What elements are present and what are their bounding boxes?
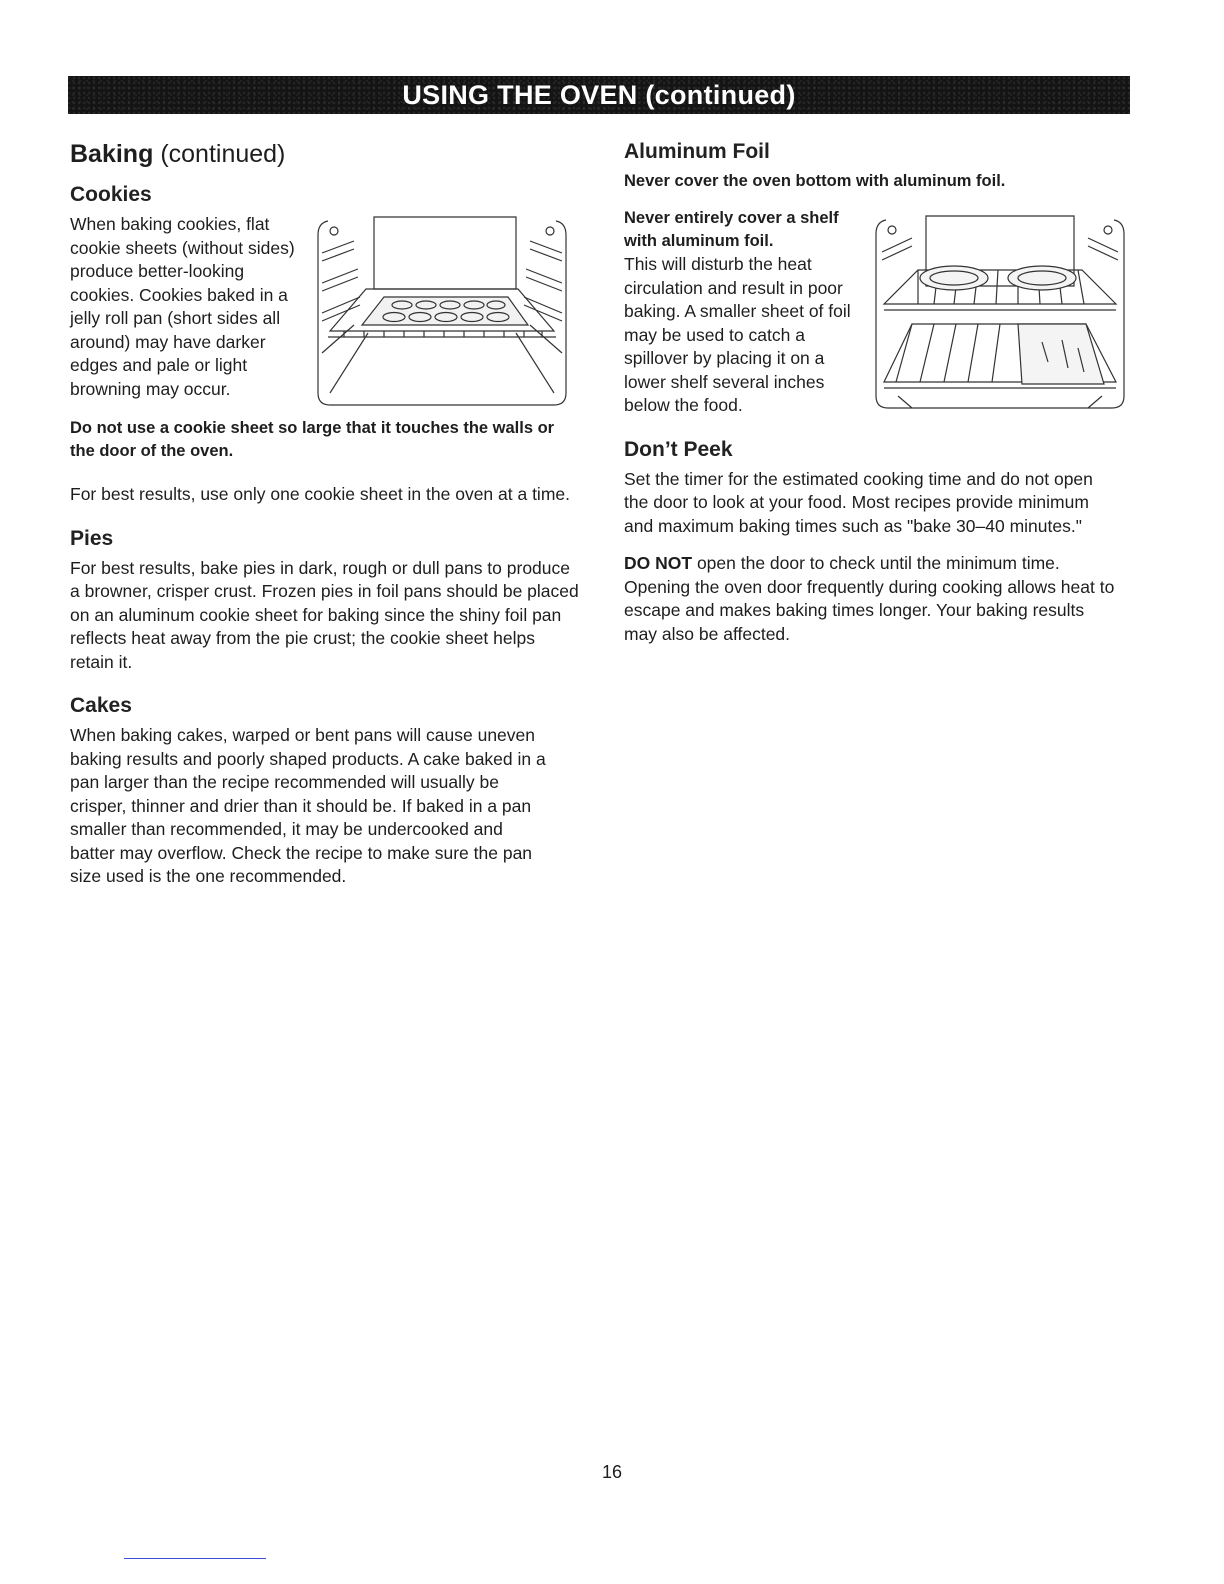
dont-peek-heading: Don’t Peek <box>624 437 733 461</box>
cakes-body: When baking cakes, warped or bent pans will cause uneven baking results and poorly shaped products. A cake baked in a pan larger than the recipe recommended will usually be crisper, thinner and drier than it should be. If baked in a pan smaller than recommended, it may be undercooked and batter may overflow. Check the recipe to make sure the pan size used is the one recommended. <box>70 725 546 886</box>
right-column <box>624 140 1124 646</box>
page-number: 16 <box>601 1462 623 1482</box>
dont-peek-body-2-text: open the door to check until the minimum time. Opening the oven door frequently during cooking allows heat to escape and makes baking times longer. Your baking results may also be affected. <box>624 553 1115 644</box>
cookies-heading: Cookies <box>70 183 152 206</box>
aluminum-foil-shelf-warning: Never entirely cover a shelf with aluminum foil. <box>624 209 839 250</box>
pies-heading: Pies <box>70 526 114 550</box>
dont-peek-body: Set the timer for the estimated cooking time and do not open the door to look at your food. Most recipes provide minimum and maximum baking times such as "bake 30–40 minutes." <box>624 468 1093 536</box>
baking-heading-suffix: (continued) <box>160 140 286 168</box>
cookies-body: When baking cookies, flat cookie sheets (without sides) produce better-looking cookies. Cookies baked in a jelly roll pan (short sides all around) may have darker edges and pale or light browning may occur. <box>70 214 295 399</box>
footer-rule <box>124 1558 266 1559</box>
do-not-label: DO NOT <box>624 553 693 573</box>
section-banner <box>68 76 1130 114</box>
banner-title: USING THE OVEN (continued) <box>402 79 796 110</box>
dont-peek-section <box>624 438 1124 647</box>
oven-foil-shelf-illustration <box>872 212 1128 412</box>
cookies-section <box>70 183 580 507</box>
aluminum-foil-body: This will disturb the heat circulation and result in poor baking. A smaller sheet of foil may be used to catch a spillover by placing it on a lower shelf several inches below the food. <box>624 254 851 415</box>
left-column <box>70 140 580 889</box>
cookies-tip: For best results, use only one cookie sheet in the oven at a time. <box>70 484 570 504</box>
baking-heading <box>70 140 580 169</box>
cookies-warning: Do not use a cookie sheet so large that it touches the walls or the door of the oven. <box>70 419 555 460</box>
dont-peek-body-2 <box>624 552 1120 646</box>
aluminum-foil-warning: Never cover the oven bottom with aluminum foil. <box>624 172 1006 190</box>
cakes-heading: Cakes <box>70 694 132 717</box>
oven-cookie-sheet-illustration <box>314 213 570 409</box>
baking-heading-text: Baking <box>70 140 154 168</box>
aluminum-foil-section <box>624 140 1124 418</box>
pies-body: For best results, bake pies in dark, rough or dull pans to produce a browner, crisper crust. Frozen pies in foil pans should be placed on an aluminum cookie sheet for baking since the shiny foil pan reflects heat away from the pie crust; the cookie sheet helps retain it. <box>70 557 579 672</box>
pies-section <box>70 527 580 675</box>
aluminum-foil-heading: Aluminum Foil <box>624 140 770 163</box>
cakes-section <box>70 694 580 889</box>
